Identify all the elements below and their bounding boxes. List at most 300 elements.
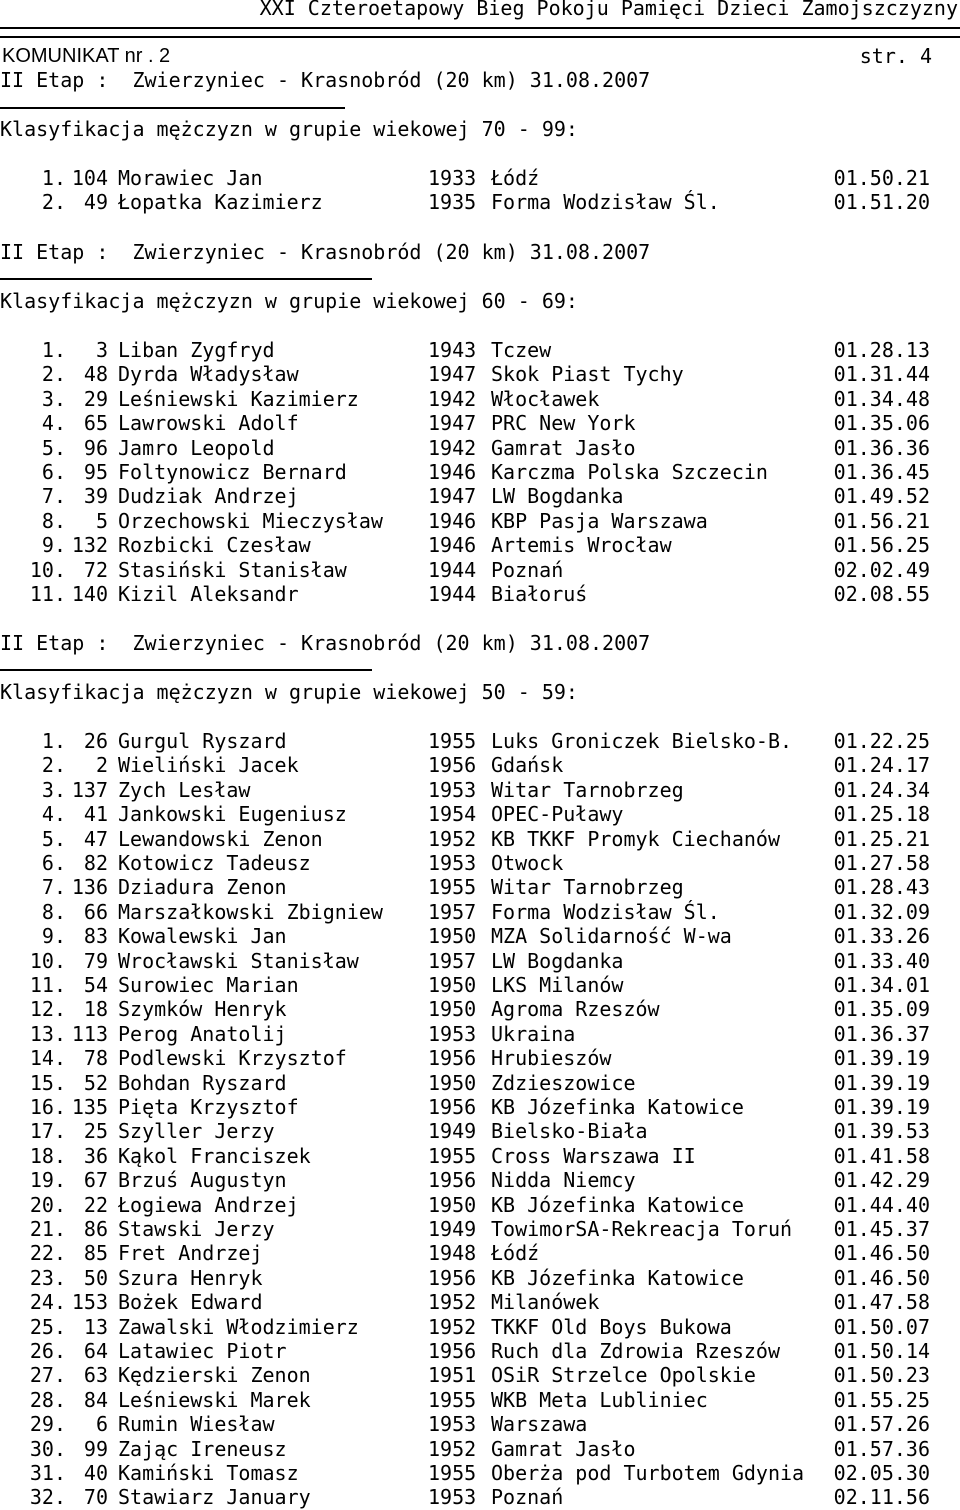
result-row — [0, 582, 960, 606]
bib-number-cell: 153 — [71, 1290, 108, 1315]
finish-time-cell: 01.25.18 — [833, 802, 930, 827]
communique-line — [0, 44, 960, 68]
rank-cell: 4. — [41, 802, 66, 827]
athlete-name-cell: Bożek Edward — [118, 1290, 263, 1315]
result-row — [0, 190, 960, 214]
club-cell: Witar Tarnobrzeg — [491, 777, 684, 802]
birth-year-cell: 1953 — [428, 1412, 477, 1437]
result-row — [0, 802, 960, 826]
rank-cell: 29. — [29, 1412, 66, 1437]
finish-time-cell: 01.28.13 — [833, 338, 930, 362]
bib-number-cell: 70 — [83, 1485, 108, 1510]
club-cell: Hrubieszów — [491, 1046, 612, 1071]
athlete-name-cell: Kowalewski Jan — [118, 924, 287, 949]
result-row — [0, 1485, 960, 1509]
club-cell: PRC New York — [491, 411, 636, 436]
athlete-name-cell: Szyller Jerzy — [118, 1119, 275, 1144]
birth-year-cell: 1957 — [428, 899, 477, 924]
birth-year-cell: 1953 — [428, 777, 477, 802]
bib-number-cell: 52 — [83, 1070, 108, 1095]
result-row — [0, 1046, 960, 1070]
club-cell: Zdzieszowice — [491, 1070, 636, 1095]
bib-number-cell: 50 — [83, 1265, 108, 1290]
finish-time-cell: 01.42.29 — [833, 1168, 930, 1193]
stage-heading: II Etap : Zwierzyniec - Krasnobród (20 km) 31.08.2007 — [0, 631, 651, 655]
result-row — [0, 875, 960, 899]
bib-number-cell: 18 — [83, 997, 108, 1022]
club-cell: Poznań — [491, 1485, 564, 1510]
birth-year-cell: 1950 — [428, 997, 477, 1022]
athlete-name-cell: Rozbicki Czesław — [118, 533, 311, 558]
result-row — [0, 1217, 960, 1241]
rank-cell: 9. — [41, 924, 66, 949]
birth-year-cell: 1952 — [428, 1290, 477, 1315]
rank-cell: 7. — [41, 875, 66, 900]
birth-year-cell: 1948 — [428, 1241, 477, 1266]
page-number: str. 4 — [859, 44, 932, 68]
club-cell: Włocławek — [491, 386, 600, 411]
athlete-name-cell: Pięta Krzysztof — [118, 1095, 299, 1119]
athlete-name-cell: Gurgul Ryszard — [118, 729, 287, 753]
club-cell: Ukraina — [491, 1021, 576, 1046]
bib-number-cell: 29 — [83, 386, 108, 411]
result-row — [0, 1119, 960, 1143]
finish-time-cell: 01.46.50 — [833, 1241, 930, 1266]
bib-number-cell: 83 — [83, 924, 108, 949]
birth-year-cell: 1950 — [428, 973, 477, 997]
stage-underline — [0, 669, 372, 671]
classification-heading: Klasyfikacja mężczyzn w grupie wiekowej 60 - 69: — [0, 289, 578, 313]
athlete-name-cell: Kędzierski Zenon — [118, 1363, 311, 1388]
rank-cell: 8. — [41, 508, 66, 533]
result-row — [0, 436, 960, 460]
bib-number-cell: 63 — [83, 1363, 108, 1388]
bib-number-cell: 25 — [83, 1119, 108, 1144]
rank-cell: 3. — [41, 386, 66, 411]
athlete-name-cell: Lawrowski Adolf — [118, 411, 299, 436]
birth-year-cell: 1947 — [428, 362, 477, 387]
birth-year-cell: 1951 — [428, 1363, 477, 1388]
result-row — [0, 729, 960, 753]
rank-cell: 3. — [41, 777, 66, 802]
club-cell: LKS Milanów — [491, 973, 624, 997]
bib-number-cell: 26 — [83, 729, 108, 753]
rank-cell: 13. — [29, 1021, 66, 1046]
birth-year-cell: 1956 — [428, 1168, 477, 1193]
bib-number-cell: 72 — [83, 557, 108, 582]
result-row — [0, 1461, 960, 1485]
finish-time-cell: 01.33.26 — [833, 924, 930, 949]
result-row — [0, 484, 960, 508]
bib-number-cell: 135 — [71, 1095, 108, 1119]
bib-number-cell: 39 — [83, 484, 108, 509]
athlete-name-cell: Rumin Wiesław — [118, 1412, 275, 1437]
finish-time-cell: 02.05.30 — [833, 1461, 930, 1485]
birth-year-cell: 1949 — [428, 1217, 477, 1241]
birth-year-cell: 1952 — [428, 1436, 477, 1461]
club-cell: KB Józefinka Katowice — [491, 1192, 744, 1217]
rank-cell: 31. — [29, 1461, 66, 1485]
finish-time-cell: 01.34.01 — [833, 973, 930, 997]
athlete-name-cell: Surowiec Marian — [118, 973, 299, 997]
bib-number-cell: 65 — [83, 411, 108, 436]
club-cell: OSiR Strzelce Opolskie — [491, 1363, 756, 1388]
finish-time-cell: 01.34.48 — [833, 386, 930, 411]
finish-time-cell: 01.36.37 — [833, 1021, 930, 1046]
athlete-name-cell: Kotowicz Tadeusz — [118, 851, 311, 875]
rank-cell: 2. — [41, 753, 66, 778]
club-cell: Łódź — [491, 166, 540, 190]
stage-heading: II Etap : Zwierzyniec - Krasnobród (20 km) 31.08.2007 — [0, 240, 651, 264]
finish-time-cell: 01.44.40 — [833, 1192, 930, 1217]
finish-time-cell: 01.33.40 — [833, 948, 930, 973]
birth-year-cell: 1950 — [428, 924, 477, 949]
birth-year-cell: 1952 — [428, 1314, 477, 1339]
result-row — [0, 1095, 960, 1119]
athlete-name-cell: Stawiarz January — [118, 1485, 311, 1510]
rank-cell: 11. — [29, 582, 66, 606]
rank-cell: 9. — [41, 533, 66, 558]
club-cell: Forma Wodzisław Śl. — [491, 190, 720, 215]
rank-cell: 8. — [41, 899, 66, 924]
rank-cell: 26. — [29, 1339, 66, 1363]
bib-number-cell: 64 — [83, 1339, 108, 1363]
finish-time-cell: 01.45.37 — [833, 1217, 930, 1241]
result-row — [0, 900, 960, 924]
bib-number-cell: 78 — [83, 1046, 108, 1071]
rank-cell: 14. — [29, 1046, 66, 1071]
bib-number-cell: 67 — [83, 1168, 108, 1193]
athlete-name-cell: Foltynowicz Bernard — [118, 460, 347, 484]
result-row — [0, 827, 960, 851]
birth-year-cell: 1956 — [428, 1095, 477, 1119]
birth-year-cell: 1956 — [428, 1339, 477, 1363]
result-row — [0, 1437, 960, 1461]
birth-year-cell: 1955 — [428, 1143, 477, 1168]
birth-year-cell: 1957 — [428, 948, 477, 973]
birth-year-cell: 1950 — [428, 1192, 477, 1217]
club-cell: Cross Warszawa II — [491, 1143, 696, 1168]
club-cell: Białoruś — [491, 582, 588, 606]
result-row — [0, 509, 960, 533]
finish-time-cell: 01.49.52 — [833, 484, 930, 509]
finish-time-cell: 01.24.34 — [833, 777, 930, 802]
rank-cell: 1. — [41, 729, 66, 753]
rank-cell: 17. — [29, 1119, 66, 1144]
result-row — [0, 1193, 960, 1217]
club-cell: Bielsko-Biała — [491, 1119, 648, 1144]
result-row — [0, 1388, 960, 1412]
birth-year-cell: 1942 — [428, 435, 477, 460]
bib-number-cell: 3 — [95, 338, 108, 362]
club-cell: Otwock — [491, 851, 564, 875]
result-row — [0, 1412, 960, 1436]
birth-year-cell: 1956 — [428, 753, 477, 778]
birth-year-cell: 1946 — [428, 508, 477, 533]
bib-number-cell: 85 — [83, 1241, 108, 1266]
birth-year-cell: 1944 — [428, 557, 477, 582]
birth-year-cell: 1950 — [428, 1070, 477, 1095]
athlete-name-cell: Brzuś Augustyn — [118, 1168, 287, 1193]
finish-time-cell: 01.41.58 — [833, 1143, 930, 1168]
birth-year-cell: 1953 — [428, 1021, 477, 1046]
result-row — [0, 533, 960, 557]
result-row — [0, 460, 960, 484]
bib-number-cell: 22 — [83, 1192, 108, 1217]
rank-cell: 10. — [29, 948, 66, 973]
finish-time-cell: 01.39.19 — [833, 1046, 930, 1071]
stage-underline — [0, 107, 345, 109]
event-title — [0, 0, 960, 20]
result-row — [0, 558, 960, 582]
rank-cell: 25. — [29, 1314, 66, 1339]
finish-time-cell: 01.27.58 — [833, 851, 930, 875]
athlete-name-cell: Szymków Henryk — [118, 997, 287, 1022]
result-row — [0, 1363, 960, 1387]
result-row — [0, 338, 960, 362]
rank-cell: 24. — [29, 1290, 66, 1315]
athlete-name-cell: Jankowski Eugeniusz — [118, 802, 347, 827]
finish-time-cell: 01.35.06 — [833, 411, 930, 436]
athlete-name-cell: Podlewski Krzysztof — [118, 1046, 347, 1071]
rank-cell: 5. — [41, 435, 66, 460]
birth-year-cell: 1955 — [428, 729, 477, 753]
result-row — [0, 1241, 960, 1265]
finish-time-cell: 01.24.17 — [833, 753, 930, 778]
finish-time-cell: 01.39.19 — [833, 1070, 930, 1095]
athlete-name-cell: Leśniewski Kazimierz — [118, 386, 359, 411]
bib-number-cell: 79 — [83, 948, 108, 973]
club-cell: Luks Groniczek Bielsko-B. — [491, 729, 793, 753]
athlete-name-cell: Marszałkowski Zbigniew — [118, 899, 383, 924]
birth-year-cell: 1956 — [428, 1265, 477, 1290]
birth-year-cell: 1949 — [428, 1119, 477, 1144]
event-title-text: XXI Czteroetapowy Bieg Pokoju Pamięci Dzieci Zamojszczyzny — [259, 0, 958, 20]
athlete-name-cell: Stasiński Stanisław — [118, 557, 347, 582]
birth-year-cell: 1954 — [428, 802, 477, 827]
birth-year-cell: 1953 — [428, 851, 477, 875]
finish-time-cell: 01.56.25 — [833, 533, 930, 558]
rank-cell: 18. — [29, 1143, 66, 1168]
club-cell: Karczma Polska Szczecin — [491, 460, 768, 484]
rank-cell: 2. — [41, 190, 66, 215]
finish-time-cell: 01.50.07 — [833, 1314, 930, 1339]
birth-year-cell: 1944 — [428, 582, 477, 606]
finish-time-cell: 01.51.20 — [833, 190, 930, 215]
result-row — [0, 1022, 960, 1046]
birth-year-cell: 1955 — [428, 875, 477, 900]
finish-time-cell: 01.57.36 — [833, 1436, 930, 1461]
birth-year-cell: 1933 — [428, 166, 477, 190]
finish-time-cell: 01.31.44 — [833, 362, 930, 387]
bib-number-cell: 132 — [71, 533, 108, 558]
bib-number-cell: 86 — [83, 1217, 108, 1241]
finish-time-cell: 01.25.21 — [833, 826, 930, 851]
bib-number-cell: 95 — [83, 460, 108, 484]
finish-time-cell: 01.50.21 — [833, 166, 930, 190]
rank-cell: 23. — [29, 1265, 66, 1290]
finish-time-cell: 01.36.36 — [833, 435, 930, 460]
result-row — [0, 1071, 960, 1095]
club-cell: Gamrat Jasło — [491, 1436, 636, 1461]
rank-cell: 6. — [41, 460, 66, 484]
club-cell: Forma Wodzisław Śl. — [491, 899, 720, 924]
bib-number-cell: 36 — [83, 1143, 108, 1168]
bib-number-cell: 47 — [83, 826, 108, 851]
result-row — [0, 1266, 960, 1290]
club-cell: LW Bogdanka — [491, 948, 624, 973]
birth-year-cell: 1956 — [428, 1046, 477, 1071]
finish-time-cell: 01.50.14 — [833, 1339, 930, 1363]
result-row — [0, 949, 960, 973]
bib-number-cell: 6 — [95, 1412, 108, 1437]
athlete-name-cell: Wrocławski Stanisław — [118, 948, 359, 973]
rank-cell: 11. — [29, 973, 66, 997]
result-row — [0, 753, 960, 777]
finish-time-cell: 01.47.58 — [833, 1290, 930, 1315]
bib-number-cell: 13 — [83, 1314, 108, 1339]
athlete-name-cell: Orzechowski Mieczysław — [118, 508, 383, 533]
finish-time-cell: 01.56.21 — [833, 508, 930, 533]
stage-heading: II Etap : Zwierzyniec - Krasnobród (20 km) 31.08.2007 — [0, 68, 651, 92]
bib-number-cell: 137 — [71, 777, 108, 802]
club-cell: WKB Meta Lubliniec — [491, 1387, 708, 1412]
club-cell: Gamrat Jasło — [491, 435, 636, 460]
birth-year-cell: 1947 — [428, 411, 477, 436]
club-cell: KBP Pasja Warszawa — [491, 508, 708, 533]
club-cell: Nidda Niemcy — [491, 1168, 636, 1193]
result-row — [0, 778, 960, 802]
athlete-name-cell: Kizil Aleksandr — [118, 582, 299, 606]
finish-time-cell: 01.46.50 — [833, 1265, 930, 1290]
club-cell: Oberża pod Turbotem Gdynia — [491, 1461, 805, 1485]
rank-cell: 7. — [41, 484, 66, 509]
finish-time-cell: 01.39.53 — [833, 1119, 930, 1144]
athlete-name-cell: Lewandowski Zenon — [118, 826, 323, 851]
athlete-name-cell: Bohdan Ryszard — [118, 1070, 287, 1095]
bib-number-cell: 96 — [83, 435, 108, 460]
bib-number-cell: 66 — [83, 899, 108, 924]
athlete-name-cell: Leśniewski Marek — [118, 1387, 311, 1412]
athlete-name-cell: Dyrda Władysław — [118, 362, 299, 387]
club-cell: KB Józefinka Katowice — [491, 1095, 744, 1119]
club-cell: Milanówek — [491, 1290, 600, 1315]
result-row — [0, 411, 960, 435]
athlete-name-cell: Zając Ireneusz — [118, 1436, 287, 1461]
rank-cell: 6. — [41, 851, 66, 875]
athlete-name-cell: Kąkol Franciszek — [118, 1143, 311, 1168]
club-cell: LW Bogdanka — [491, 484, 624, 509]
athlete-name-cell: Dudziak Andrzej — [118, 484, 299, 509]
rank-cell: 30. — [29, 1436, 66, 1461]
header-rule — [0, 27, 960, 29]
result-row — [0, 387, 960, 411]
stage-underline — [0, 278, 372, 280]
birth-year-cell: 1952 — [428, 826, 477, 851]
rank-cell: 20. — [29, 1192, 66, 1217]
birth-year-cell: 1946 — [428, 533, 477, 558]
bib-number-cell: 41 — [83, 802, 108, 827]
finish-time-cell: 01.57.26 — [833, 1412, 930, 1437]
birth-year-cell: 1943 — [428, 338, 477, 362]
rank-cell: 12. — [29, 997, 66, 1022]
club-cell: Skok Piast Tychy — [491, 362, 684, 387]
athlete-name-cell: Stawski Jerzy — [118, 1217, 275, 1241]
club-cell: MZA Solidarność W-wa — [491, 924, 732, 949]
bib-number-cell: 136 — [71, 875, 108, 900]
athlete-name-cell: Liban Zygfryd — [118, 338, 275, 362]
finish-time-cell: 02.02.49 — [833, 557, 930, 582]
finish-time-cell: 02.08.55 — [833, 582, 930, 606]
finish-time-cell: 01.36.45 — [833, 460, 930, 484]
result-row — [0, 1144, 960, 1168]
bib-number-cell: 99 — [83, 1436, 108, 1461]
finish-time-cell: 01.32.09 — [833, 899, 930, 924]
birth-year-cell: 1947 — [428, 484, 477, 509]
birth-year-cell: 1942 — [428, 386, 477, 411]
bib-number-cell: 140 — [71, 582, 108, 606]
classification-heading: Klasyfikacja mężczyzn w grupie wiekowej 70 - 99: — [0, 117, 578, 141]
bib-number-cell: 40 — [83, 1461, 108, 1485]
bib-number-cell: 84 — [83, 1387, 108, 1412]
result-row — [0, 973, 960, 997]
rank-cell: 10. — [29, 557, 66, 582]
header-rule-2 — [0, 36, 960, 38]
club-cell: Gdańsk — [491, 753, 564, 778]
bib-number-cell: 48 — [83, 362, 108, 387]
athlete-name-cell: Wieliński Jacek — [118, 753, 299, 778]
club-cell: Tczew — [491, 338, 552, 362]
bib-number-cell: 49 — [83, 190, 108, 215]
bib-number-cell: 113 — [71, 1021, 108, 1046]
rank-cell: 15. — [29, 1070, 66, 1095]
athlete-name-cell: Dziadura Zenon — [118, 875, 287, 900]
rank-cell: 16. — [29, 1095, 66, 1119]
athlete-name-cell: Szura Henryk — [118, 1265, 263, 1290]
club-cell: Agroma Rzeszów — [491, 997, 660, 1022]
result-row — [0, 166, 960, 190]
club-cell: Poznań — [491, 557, 564, 582]
result-row — [0, 924, 960, 948]
bib-number-cell: 82 — [83, 851, 108, 875]
rank-cell: 4. — [41, 411, 66, 436]
athlete-name-cell: Jamro Leopold — [118, 435, 275, 460]
athlete-name-cell: Perog Anatolij — [118, 1021, 287, 1046]
rank-cell: 19. — [29, 1168, 66, 1193]
birth-year-cell: 1955 — [428, 1461, 477, 1485]
finish-time-cell: 02.11.56 — [833, 1485, 930, 1510]
club-cell: TKKF Old Boys Bukowa — [491, 1314, 732, 1339]
birth-year-cell: 1953 — [428, 1485, 477, 1510]
athlete-name-cell: Morawiec Jan — [118, 166, 263, 190]
club-cell: Ruch dla Zdrowia Rzeszów — [491, 1339, 780, 1363]
result-row — [0, 1339, 960, 1363]
finish-time-cell: 01.22.25 — [833, 729, 930, 753]
finish-time-cell: 01.39.19 — [833, 1095, 930, 1119]
classification-heading: Klasyfikacja mężczyzn w grupie wiekowej 50 - 59: — [0, 680, 578, 704]
club-cell: OPEC-Puławy — [491, 802, 624, 827]
club-cell: Łódź — [491, 1241, 540, 1266]
bib-number-cell: 5 — [95, 508, 108, 533]
result-row — [0, 851, 960, 875]
athlete-name-cell: Kamiński Tomasz — [118, 1461, 299, 1485]
rank-cell: 5. — [41, 826, 66, 851]
club-cell: TowimorSA-Rekreacja Toruń — [491, 1217, 793, 1241]
rank-cell: 21. — [29, 1217, 66, 1241]
finish-time-cell: 01.55.25 — [833, 1387, 930, 1412]
athlete-name-cell: Zych Lesław — [118, 777, 251, 802]
club-cell: KB Józefinka Katowice — [491, 1265, 744, 1290]
